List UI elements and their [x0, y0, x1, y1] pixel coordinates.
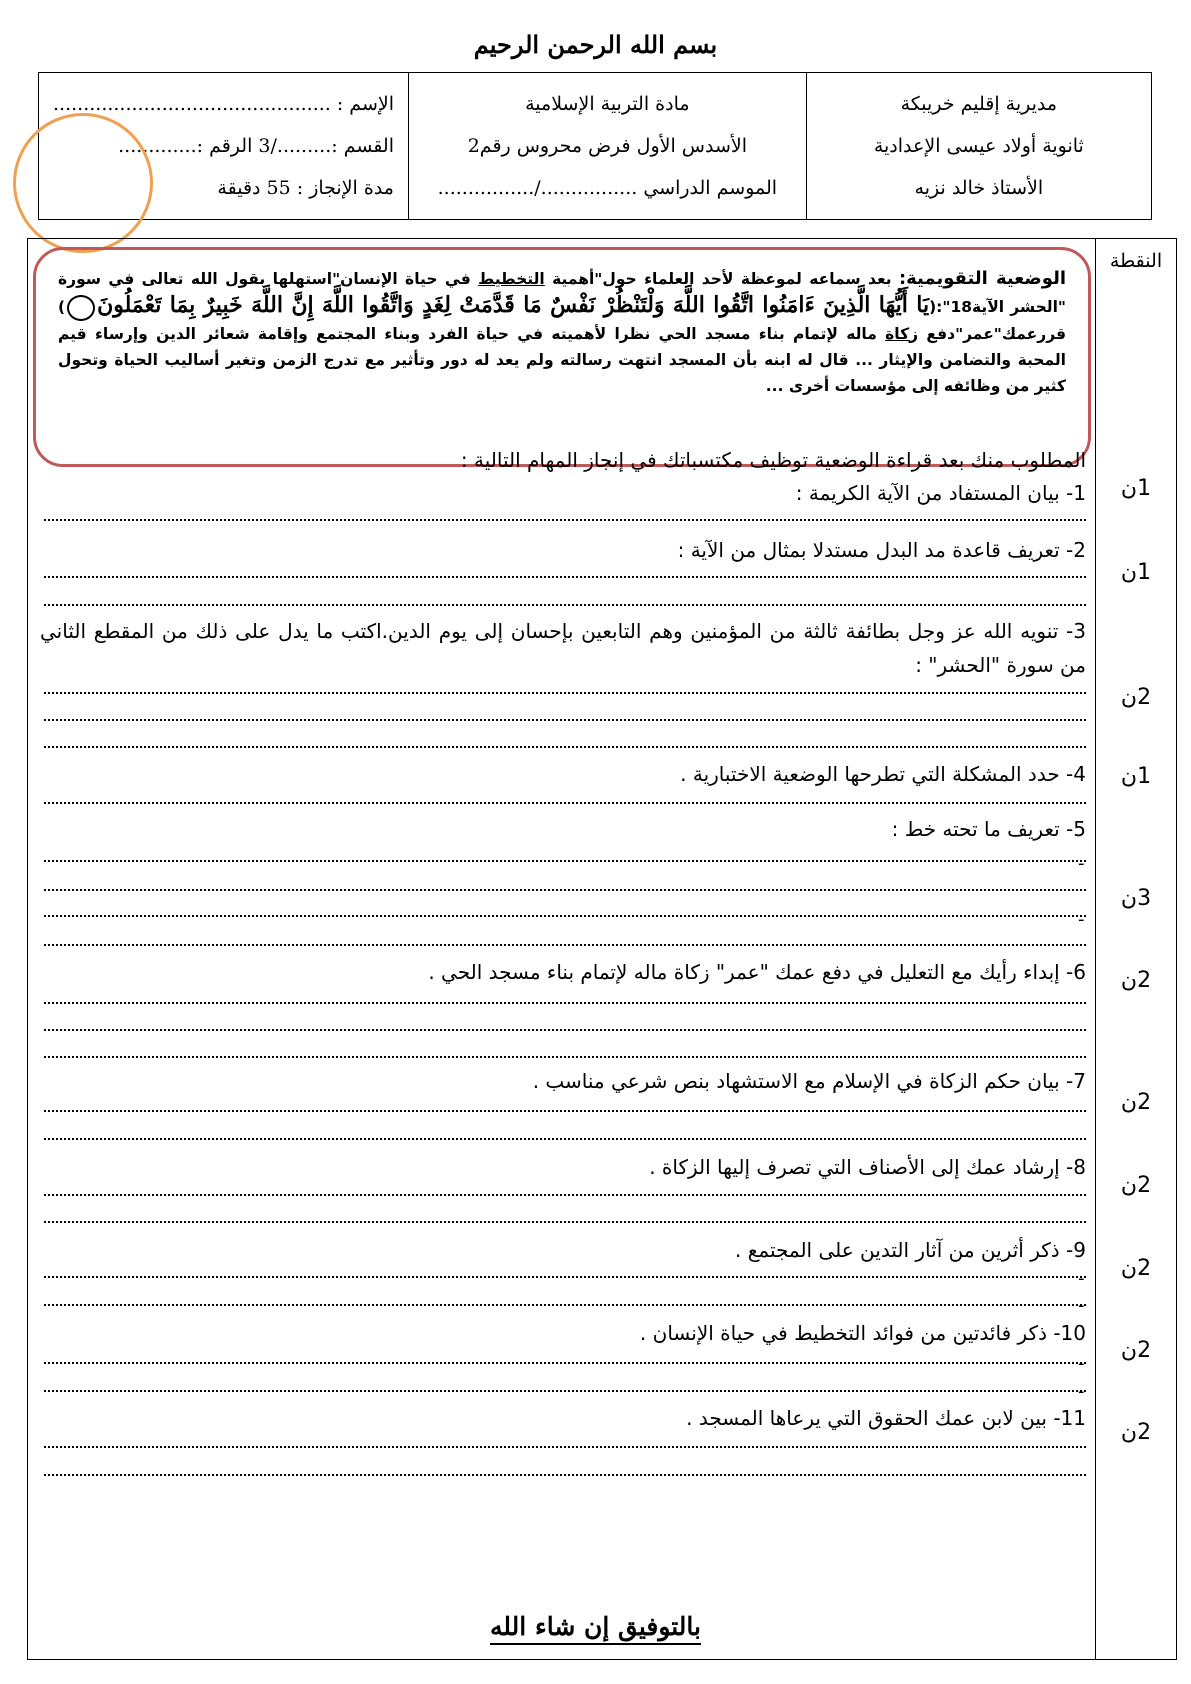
- answer-line[interactable]: [44, 1108, 1086, 1112]
- answer-line[interactable]: [44, 1027, 1086, 1031]
- answer-line[interactable]: [44, 1274, 1086, 1278]
- school-year: الموسم الدراسي ................/................: [437, 177, 778, 199]
- evaluation-situation-box: [33, 247, 1091, 467]
- answer-line[interactable]: [44, 1136, 1086, 1140]
- question-11: 11- بين لابن عمك الحقوق التي يرعاها المسجد .: [686, 1406, 1086, 1430]
- ayah-end-icon: [67, 295, 95, 321]
- closing-text: بالتوفيق إن شاء الله: [490, 1612, 701, 1645]
- question-4: 4- حدد المشكلة التي تطرحها الوضعية الاختبارية .: [680, 762, 1086, 786]
- answer-line[interactable]: [44, 1054, 1086, 1058]
- score-5: 3ن: [1120, 886, 1152, 911]
- question-1: 1- بيان المستفاد من الآية الكريمة :: [795, 481, 1086, 505]
- basmala: بسم الله الرحمن الرحيم: [473, 30, 718, 59]
- directorate: مديرية إقليم خريبكة: [900, 93, 1058, 115]
- score-header: النقطة: [1109, 250, 1163, 272]
- score-column: [1095, 238, 1177, 1660]
- exam-title: الأسدس الأول فرض محروس رقم2: [467, 135, 747, 157]
- situation-text-4: ماله لإتمام بناء مسجد الحي نظرا لأهميته في حياة الفرد وبناء المجتمع وإقامة شعائر الدين وإرساء قيم المحبة والتضامن والإيثار ... قال له ابنه بأن المسجد انتهت رسالته ولم يعد له دور وتأثير مع تدرج الزمن وتغير أساليب الحياة وتحول كثير من وظائفه إلى مؤسسات أخرى ...: [58, 324, 1066, 395]
- score-9: 2ن: [1120, 1256, 1152, 1281]
- question-10: 10- ذكر فائدتين من فوائد التخطيط في حياة الإنسان .: [639, 1321, 1086, 1345]
- answer-line[interactable]: [44, 1444, 1086, 1448]
- answer-line[interactable]: [44, 1388, 1086, 1392]
- school-name: ثانوية أولاد عيسى الإعدادية: [873, 135, 1084, 157]
- class-number-field: القسم :........./3 الرقم :.............: [118, 135, 394, 157]
- bullet-dash: -: [1078, 1268, 1085, 1289]
- question-2: 2- تعريف قاعدة مد البدل مستدلا بمثال من الآية :: [677, 538, 1086, 562]
- teacher-name: الأستاذ خالد نزيه: [914, 177, 1044, 199]
- instruction: المطلوب منك بعد قراءة الوضعية توظيف مكتسباتك في إنجاز المهام التالية :: [460, 448, 1086, 472]
- duration: مدة الإنجاز : 55 دقيقة: [217, 177, 394, 199]
- answer-line[interactable]: [44, 717, 1086, 721]
- question-5: 5- تعريف ما تحته خط :: [891, 817, 1086, 841]
- score-7: 2ن: [1120, 1090, 1152, 1115]
- header-table: [38, 72, 1152, 220]
- answer-line[interactable]: [44, 887, 1086, 891]
- bullet-dash: -: [1078, 853, 1085, 874]
- score-3: 2ن: [1120, 685, 1152, 710]
- answer-line[interactable]: [44, 800, 1086, 804]
- score-11: 2ن: [1120, 1420, 1152, 1445]
- bullet-dash: -: [1078, 1353, 1085, 1374]
- answer-line[interactable]: [44, 1302, 1086, 1306]
- bullet-dash: -: [1078, 909, 1085, 930]
- situation-text-1: بعد سماعه لموعظة لأحد العلماء حول"أهمية: [544, 270, 899, 288]
- score-2: 1ن: [1120, 560, 1152, 585]
- question-9: 9- ذكر أثرين من آثار التدين على المجتمع .: [735, 1238, 1086, 1262]
- answer-line[interactable]: [44, 913, 1086, 917]
- situation-text-2: في حياة الإنسان"استهلها بقول الله تعالى في سورة "الحشر الآية18":(: [58, 270, 1067, 316]
- score-10: 2ن: [1120, 1338, 1152, 1363]
- answer-line[interactable]: [44, 690, 1086, 694]
- question-7: 7- بيان حكم الزكاة في الإسلام مع الاستشهاد بنص شرعي مناسب .: [532, 1069, 1086, 1093]
- bullet-dash: -: [1078, 1295, 1085, 1316]
- score-4: 1ن: [1120, 764, 1152, 789]
- situation-lead: الوضعية التقويمية:: [898, 268, 1067, 289]
- answer-line[interactable]: [44, 574, 1086, 578]
- closing-wish: [0, 1612, 1191, 1641]
- subject: مادة التربية الإسلامية: [525, 93, 690, 115]
- answer-line[interactable]: [44, 517, 1086, 521]
- answer-line[interactable]: [44, 1219, 1086, 1223]
- orange-circle-mark: [13, 113, 153, 253]
- underlined-zakat: زكاة: [885, 324, 919, 343]
- question-6: 6- إبداء رأيك مع التعليل في دفع عمك "عمر" زكاة ماله لإتمام بناء مسجد الحي .: [428, 960, 1086, 984]
- underlined-planning: التخطيط: [478, 270, 545, 288]
- question-3: 3- تنويه الله عز وجل بطائفة ثالثة من المؤمنين وهم التابعين بإحسان إلى يوم الدين.اكتب ما يدل على ذلك من المقطع الثاني من سورة "الحشر" :: [40, 619, 1086, 677]
- situation-text-3: ) قررعمك"عمر"دفع: [58, 298, 1066, 343]
- score-6: 2ن: [1120, 968, 1152, 993]
- header-school-info: [806, 73, 1151, 220]
- answer-line[interactable]: [44, 942, 1086, 946]
- question-8: 8- إرشاد عمك إلى الأصناف التي تصرف إليها الزكاة .: [649, 1155, 1086, 1179]
- answer-line[interactable]: [44, 1360, 1086, 1364]
- bullet-dash: -: [1078, 1381, 1085, 1402]
- answer-line[interactable]: [44, 858, 1086, 862]
- header-exam-info: [408, 73, 806, 220]
- student-name-field: الإسم : ..............................................: [53, 93, 394, 115]
- answer-line[interactable]: [44, 1472, 1086, 1476]
- quran-verse: يَا أَيُّهَا الَّذِينَ ءَامَنُوا اتَّقُوا اللَّهَ وَلْتَنْظُرْ نَفْسٌ مَا قَدَّمَتْ لِغَدٍ وَاتَّقُوا اللَّهَ إِنَّ اللَّهَ خَبِيرٌ بِمَا تَعْمَلُونَ: [97, 292, 930, 318]
- answer-line[interactable]: [44, 744, 1086, 748]
- score-1: 1ن: [1120, 476, 1152, 501]
- answer-line[interactable]: [44, 602, 1086, 606]
- answer-line[interactable]: [44, 1192, 1086, 1196]
- answer-line[interactable]: [44, 1000, 1086, 1004]
- score-8: 2ن: [1120, 1173, 1152, 1198]
